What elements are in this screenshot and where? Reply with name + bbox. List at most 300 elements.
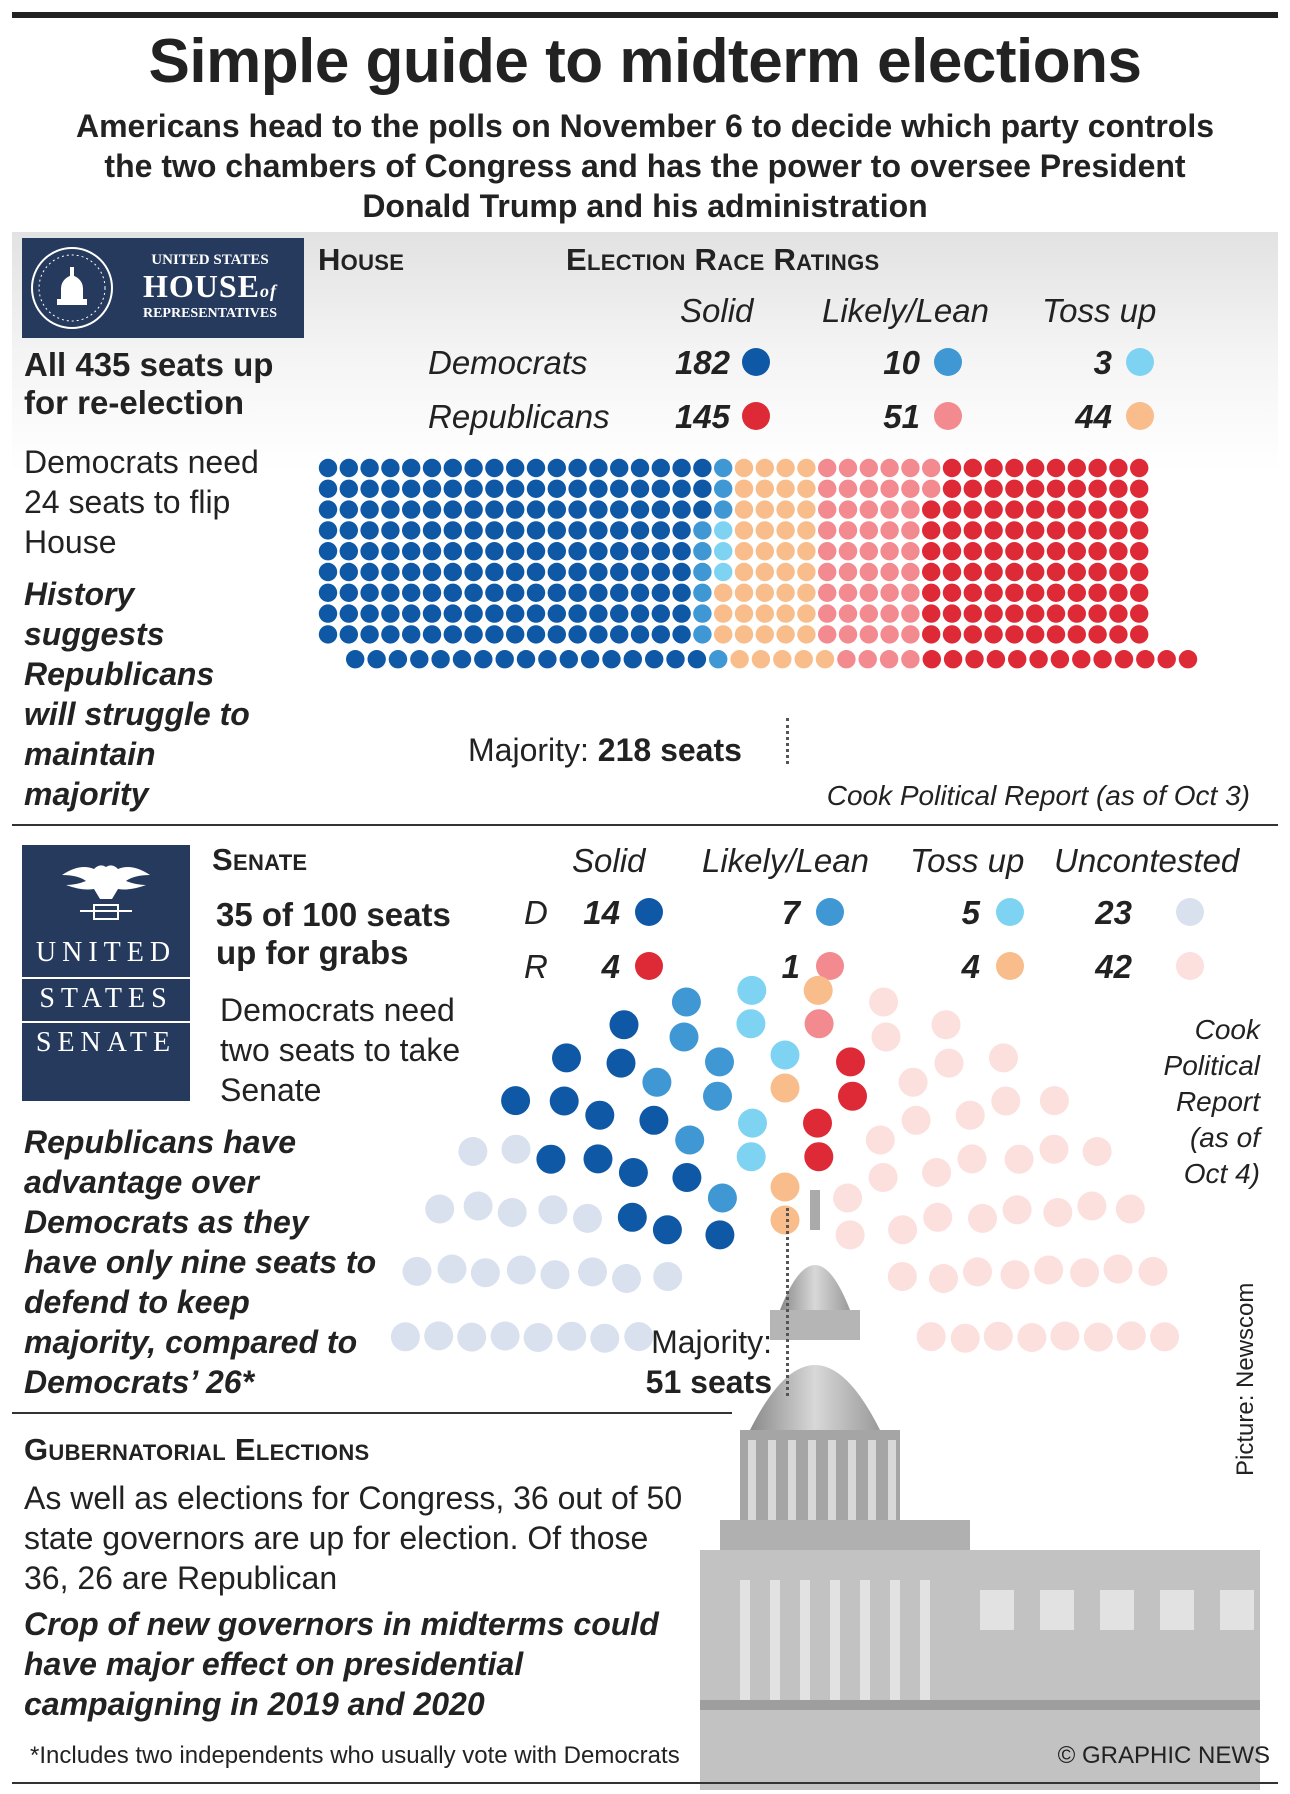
house-seat-democrats-solid [423,459,441,477]
house-seat-republicans-solid [922,625,940,643]
house-seat-republicans-solid [1005,521,1023,539]
house-seat-democrats-solid [319,542,337,560]
house-seat-republicans-solid [943,459,961,477]
house-seat-democrats-solid [548,542,566,560]
house-seat-democrats-solid [527,584,545,602]
senate-r-solid: 4 [601,948,620,985]
house-seat-democrats-solid [485,500,503,518]
house-col-tossup: Toss up [1042,292,1157,329]
senate-seat-d-solid [550,1087,579,1116]
house-logo-line1: UNITED STATES [151,252,269,268]
house-seat-republicans-likely-lean [901,480,919,498]
senate-seat-d-likely-lean [642,1068,671,1097]
house-seat-republicans-solid [1005,542,1023,560]
house-seat-republicans-solid [1026,480,1044,498]
legend-rep-tossup-dot [1126,402,1154,430]
senate-seat-d-solid [552,1043,581,1072]
house-seat-democrats-solid [464,604,482,622]
house-seat-democrats-solid [464,480,482,498]
senate-seat-d-uncontested [391,1322,420,1351]
house-seat-democrats-solid [517,650,535,668]
house-seat-republicans-solid [1029,650,1047,668]
senate-seat-d-uncontested [424,1321,453,1350]
house-seat-democrats-solid [610,625,628,643]
house-seat-democrats-solid [423,625,441,643]
house-seat-republicans-solid [1130,625,1148,643]
house-seat-republicans-likely-lean [839,500,857,518]
house-seat-republicans-likely-lean [860,480,878,498]
house-seat-democrats-solid [444,584,462,602]
senate-seat-r-uncontested [869,988,898,1017]
senate-d-solid: 14 [583,894,620,931]
house-seat-republicans-likely-lean [922,459,940,477]
house-seat-democrats-solid [423,542,441,560]
house-seat-republicans-toss-up [756,604,774,622]
house-seat-democrats-solid [444,459,462,477]
house-dem-solid: 182 [674,344,730,381]
house-seat-republicans-solid [1130,500,1148,518]
house-seat-republicans-solid [1005,604,1023,622]
house-seat-democrats-solid [568,542,586,560]
senate-seat-d-solid [653,1215,682,1244]
senate-seat-d-solid [618,1203,647,1232]
senate-r-tossup: 4 [961,948,980,985]
house-seat-democrats-solid [610,604,628,622]
house-seat-democrats-solid [464,500,482,518]
house-seat-democrats-solid [340,563,358,581]
house-seat-democrats-solid [367,650,385,668]
house-seat-republicans-likely-lean [880,480,898,498]
house-seat-democrats-solid [652,604,670,622]
house-rep-tossup: 44 [1075,398,1112,435]
bottom-rule [12,1782,1278,1784]
house-history: History suggests Republicans will struggle to maintain majority [24,576,250,812]
house-seat-democrats-solid [381,459,399,477]
house-seat-democrats-solid [589,563,607,581]
house-seat-democrats-solid [381,563,399,581]
house-seat-republicans-solid [1088,563,1106,581]
house-seat-republicans-likely-lean [839,604,857,622]
picture-credit: Picture: Newscom [1232,1282,1259,1476]
house-seat-republicans-toss-up [756,521,774,539]
house-seat-republicans-likely-lean [818,604,836,622]
house-seat-republicans-solid [1109,584,1127,602]
senate-seat-d-toss-up [736,1009,765,1038]
senate-d-likely: 7 [781,894,800,931]
house-seat-democrats-solid [560,650,578,668]
house-seat-republicans-toss-up [776,500,794,518]
house-seat-democrats-solid [589,604,607,622]
senate-seat-r-uncontested [888,1215,917,1244]
senate-seat-r-uncontested [1139,1257,1168,1286]
senate-d-uncontested: 23 [1095,894,1132,931]
house-seat-democrats-solid [423,563,441,581]
senate-seat-d-uncontested [464,1192,493,1221]
house-seat-republicans-solid [1047,563,1065,581]
house-seat-republicans-solid [943,563,961,581]
house-seat-democrats-solid [568,584,586,602]
house-seat-republicans-solid [1047,500,1065,518]
page-subtitle: Americans head to the polls on November 6 to decide which party controls the two chambers of Congress and has the power to oversee President Donald Trump and his administration [75,108,1214,224]
senate-seat-r-uncontested [963,1257,992,1286]
house-seat-republicans-solid [1068,459,1086,477]
house-seat-republicans-solid [987,650,1005,668]
house-seat-republicans-likely-lean [839,542,857,560]
house-seat-republicans-toss-up [735,480,753,498]
house-rep-likely: 51 [883,398,920,435]
senate-seat-r-toss-up [771,1206,800,1235]
house-seat-republicans-solid [1005,625,1023,643]
house-seat-democrats-solid [610,542,628,560]
senate-logo-line2: STATES [22,977,190,1015]
house-seat-democrats-solid [610,500,628,518]
house-seat-republicans-solid [1115,650,1133,668]
house-seat-democrats-solid [360,480,378,498]
house-seat-republicans-solid [922,604,940,622]
house-seat-republicans-likely-lean [901,625,919,643]
house-seat-republicans-solid [943,625,961,643]
house-seat-republicans-solid [1088,604,1106,622]
house-seat-republicans-solid [984,563,1002,581]
legend-dem-likely-dot [934,348,962,376]
house-seat-republicans-toss-up [797,459,815,477]
senate-seat-r-uncontested [923,1203,952,1232]
house-seat-republicans-solid [1068,625,1086,643]
house-seat-republicans-toss-up [735,625,753,643]
house-seat-democrats-solid [672,542,690,560]
house-seat-republicans-likely-lean [839,625,857,643]
house-seat-republicans-solid [1068,500,1086,518]
house-seat-democrats-solid [485,480,503,498]
house-seat-democrats-solid [319,625,337,643]
house-seat-democrats-solid [506,604,524,622]
house-seat-democrats-solid [506,563,524,581]
house-seat-democrats-solid [672,625,690,643]
senate-seat-d-toss-up [737,1142,766,1171]
house-seat-democrats-solid [319,480,337,498]
senate-seat-d-solid [705,1220,734,1249]
senate-seat-r-uncontested [902,1106,931,1135]
house-seat-democrats-solid [360,459,378,477]
house-seat-democrats-solid [485,625,503,643]
house-seat-democrats-solid [548,459,566,477]
senate-seat-r-uncontested [1077,1192,1106,1221]
house-seat-republicans-toss-up [756,459,774,477]
senate-gov-divider [12,1412,732,1414]
house-seat-republicans-solid [944,650,962,668]
house-seat-democrats-solid [548,584,566,602]
house-seat-democrats-solid [402,604,420,622]
house-logo-line3: REPRESENTATIVES [142,306,278,321]
house-seat-republicans-likely-lean [901,500,919,518]
house-seat-democrats-solid [360,625,378,643]
senate-row-d-label: D [524,894,548,931]
senate-seat-d-uncontested [491,1322,520,1351]
house-seat-republicans-solid [1130,459,1148,477]
house-seat-democrats-solid [652,563,670,581]
house-seat-democrats-solid [672,563,690,581]
house-seat-republicans-solid [964,542,982,560]
senate-seat-r-uncontested [1084,1323,1113,1352]
house-seat-democrats-solid [506,625,524,643]
senate-seat-r-toss-up [804,976,833,1005]
senate-heading: Senate [212,842,308,877]
house-seat-republicans-likely-lean [880,459,898,477]
senate-legend-r-uncontested-dot [1176,952,1204,980]
house-col-solid: Solid [680,292,754,329]
house-seat-republicans-likely-lean [860,500,878,518]
house-seat-democrats-solid [444,500,462,518]
house-seat-democrats-solid [402,480,420,498]
senate-seat-d-solid [584,1144,613,1173]
senate-seat-r-uncontested [1070,1258,1099,1287]
house-row-dem-label: Democrats [428,344,588,381]
house-seat-democrats-solid [381,584,399,602]
house-seat-democrats-solid [610,521,628,539]
house-seat-republicans-toss-up [776,584,794,602]
senate-seat-d-uncontested [557,1322,586,1351]
senate-seat-d-uncontested [425,1195,454,1224]
house-seat-democrats-solid [402,500,420,518]
house-seat-republicans-solid [1109,480,1127,498]
house-seat-republicans-solid [1068,480,1086,498]
house-seat-republicans-solid [1093,650,1111,668]
house-seat-republicans-solid [964,563,982,581]
house-seat-republicans-solid [984,480,1002,498]
house-seat-democrats-solid [381,480,399,498]
house-seat-democrats-solid [527,604,545,622]
house-seat-republicans-solid [1109,542,1127,560]
house-seat-republicans-solid [1158,650,1176,668]
house-seat-republicans-solid [922,542,940,560]
house-seat-democrats-solid [506,459,524,477]
house-seat-republicans-likely-lean [860,542,878,560]
governors-highlight: Crop of new governors in midterms could have major effect on presidential campaigning in 2019 and 2020 [24,1606,659,1722]
senate-r-likely: 1 [781,948,800,985]
house-seat-democrats-solid [485,584,503,602]
house-seat-republicans-toss-up [714,625,732,643]
house-seat-republicans-solid [964,584,982,602]
senate-seat-r-toss-up [771,1074,800,1103]
senate-seat-r-solid [804,1142,833,1171]
house-seat-republicans-toss-up [797,625,815,643]
house-seat-democrats-solid [485,542,503,560]
house-seat-democrats-solid [444,563,462,581]
senate-seat-r-uncontested [872,1023,901,1052]
senate-seat-r-solid [803,1109,832,1138]
house-seat-democrats-solid [652,542,670,560]
legend-rep-likely-dot [934,402,962,430]
senate-seat-r-uncontested [932,1010,961,1039]
house-seat-democrats-solid [589,500,607,518]
house-seat-democrats-solid [506,584,524,602]
senate-seat-r-uncontested [989,1043,1018,1072]
house-seat-democrats-solid [402,459,420,477]
house-seat-republicans-solid [1026,521,1044,539]
house-seat-republicans-toss-up [776,459,794,477]
senate-seat-r-uncontested [866,1126,895,1155]
house-seat-republicans-solid [1026,542,1044,560]
senate-seat-d-solid [610,1010,639,1039]
house-seat-democrats-solid [568,500,586,518]
senate-seat-r-uncontested [935,1049,964,1078]
house-seat-democrats-solid [610,459,628,477]
house-seat-democrats-solid [548,521,566,539]
house-seat-republicans-solid [965,650,983,668]
house-seat-democrats-solid [410,650,428,668]
house-seat-democrats-solid [506,480,524,498]
house-seat-democrats-solid [548,563,566,581]
house-seat-democrats-solid [319,584,337,602]
house-seat-democrats-solid [431,650,449,668]
senate-seat-r-uncontested [1034,1256,1063,1285]
house-seat-democrats-solid [672,459,690,477]
house-seat-democrats-solid [527,500,545,518]
house-seat-democrats-solid [527,625,545,643]
house-seat-democrats-solid [652,625,670,643]
house-seat-republicans-solid [1072,650,1090,668]
house-seat-democrats-solid [319,563,337,581]
senate-seat-d-uncontested [541,1260,570,1289]
house-seat-republicans-likely-lean [901,542,919,560]
house-seat-republicans-likely-lean [880,625,898,643]
house-seat-republicans-likely-lean [880,604,898,622]
house-seat-republicans-toss-up [756,542,774,560]
footnote: *Includes two independents who usually vote with Democrats [30,1742,680,1769]
house-seat-republicans-solid [964,625,982,643]
senate-source: Cook Political Report (as of Oct 4) [1163,1014,1260,1189]
senate-seat-d-solid [607,1049,636,1078]
page-title: Simple guide to midterm elections [148,27,1142,96]
house-seats-up: All 435 seats up for re-election [24,346,274,421]
house-seat-republicans-solid [1005,500,1023,518]
senate-seat-d-likely-lean [708,1184,737,1213]
house-seat-republicans-toss-up [797,480,815,498]
senate-r-uncontested: 42 [1095,948,1132,985]
house-seat-republicans-solid [984,459,1002,477]
senate-legend-d-uncontested-dot [1176,898,1204,926]
house-senate-divider [12,824,1278,826]
house-seat-republicans-solid [1047,542,1065,560]
house-seat-democrats-likely-lean [693,625,711,643]
house-seat-republicans-solid [1109,625,1127,643]
house-seat-republicans-toss-up [714,584,732,602]
house-seat-democrats-solid [568,625,586,643]
house-seat-democrats-toss-up [714,563,732,581]
senate-col-solid: Solid [572,842,646,879]
house-seat-democrats-solid [464,521,482,539]
senate-seat-d-solid [672,1163,701,1192]
house-seat-democrats-likely-lean [709,650,727,668]
house-seat-republicans-solid [1068,521,1086,539]
senate-seat-d-solid [619,1158,648,1187]
house-seat-republicans-toss-up [797,584,815,602]
house-seat-democrats-likely-lean [693,584,711,602]
house-seat-democrats-solid [631,604,649,622]
house-seat-democrats-solid [340,604,358,622]
house-seat-democrats-solid [589,542,607,560]
house-seat-republicans-solid [964,459,982,477]
house-seat-democrats-solid [423,480,441,498]
house-seat-republicans-solid [1179,650,1197,668]
house-dem-tossup: 3 [1093,344,1112,381]
senate-seat-d-solid [501,1086,530,1115]
house-seat-democrats-solid [631,521,649,539]
house-seat-republicans-toss-up [816,650,834,668]
house-seat-republicans-solid [1109,521,1127,539]
house-seat-democrats-solid [381,542,399,560]
house-seat-republicans-likely-lean [860,584,878,602]
house-seat-democrats-solid [652,584,670,602]
house-seat-democrats-solid [506,500,524,518]
house-seat-republicans-likely-lean [839,459,857,477]
house-seat-republicans-solid [1047,459,1065,477]
house-seat-republicans-likely-lean [837,650,855,668]
house-seat-republicans-solid [964,521,982,539]
house-seat-republicans-solid [964,480,982,498]
house-seat-republicans-solid [1088,521,1106,539]
house-seat-democrats-solid [589,459,607,477]
house-seat-democrats-solid [672,604,690,622]
house-seat-republicans-likely-lean [901,563,919,581]
house-seat-democrats-solid [506,542,524,560]
senate-seat-d-uncontested [458,1137,487,1166]
house-source: Cook Political Report (as of Oct 3) [826,780,1250,811]
senate-logo-line1: UNITED [35,937,177,968]
senate-seat-d-solid [585,1101,614,1130]
senate-col-likely: Likely/Lean [702,842,869,879]
house-seat-republicans-likely-lean [880,584,898,602]
house-seat-republicans-toss-up [797,563,815,581]
house-seat-republicans-solid [1130,604,1148,622]
senate-seat-r-likely-lean [805,1009,834,1038]
senate-seat-d-uncontested [403,1257,432,1286]
house-rep-solid: 145 [674,398,730,435]
senate-seat-d-likely-lean [670,1023,699,1052]
house-seat-democrats-solid [340,625,358,643]
house-seat-republicans-toss-up [797,500,815,518]
house-seat-democrats-solid [340,480,358,498]
senate-seat-d-uncontested [438,1255,467,1284]
house-seat-republicans-solid [1088,500,1106,518]
house-seat-democrats-solid [527,480,545,498]
house-seat-republicans-toss-up [756,563,774,581]
senate-seats-up: 35 of 100 seats up for grabs [216,896,451,971]
house-seat-republicans-solid [1005,480,1023,498]
house-seat-republicans-likely-lean [860,459,878,477]
house-seat-democrats-solid [652,521,670,539]
house-seat-democrats-toss-up [714,521,732,539]
senate-seat-r-solid [836,1047,865,1076]
house-seat-republicans-toss-up [756,625,774,643]
house-seat-democrats-solid [340,521,358,539]
house-seat-democrats-solid [319,604,337,622]
house-seat-republicans-solid [1088,480,1106,498]
house-seat-democrats-solid [340,459,358,477]
house-seat-republicans-solid [1130,584,1148,602]
senate-seat-d-uncontested [653,1262,682,1291]
house-seat-democrats-solid [485,563,503,581]
house-seat-democrats-solid [496,650,514,668]
senate-seat-d-uncontested [524,1323,553,1352]
senate-seat-r-uncontested [888,1262,917,1291]
house-seat-republicans-solid [984,604,1002,622]
house-seat-democrats-solid [610,584,628,602]
senate-seat-r-uncontested [1040,1086,1069,1115]
house-seat-democrats-solid [444,604,462,622]
legend-dem-tossup-dot [1126,348,1154,376]
house-seat-republicans-solid [1047,521,1065,539]
